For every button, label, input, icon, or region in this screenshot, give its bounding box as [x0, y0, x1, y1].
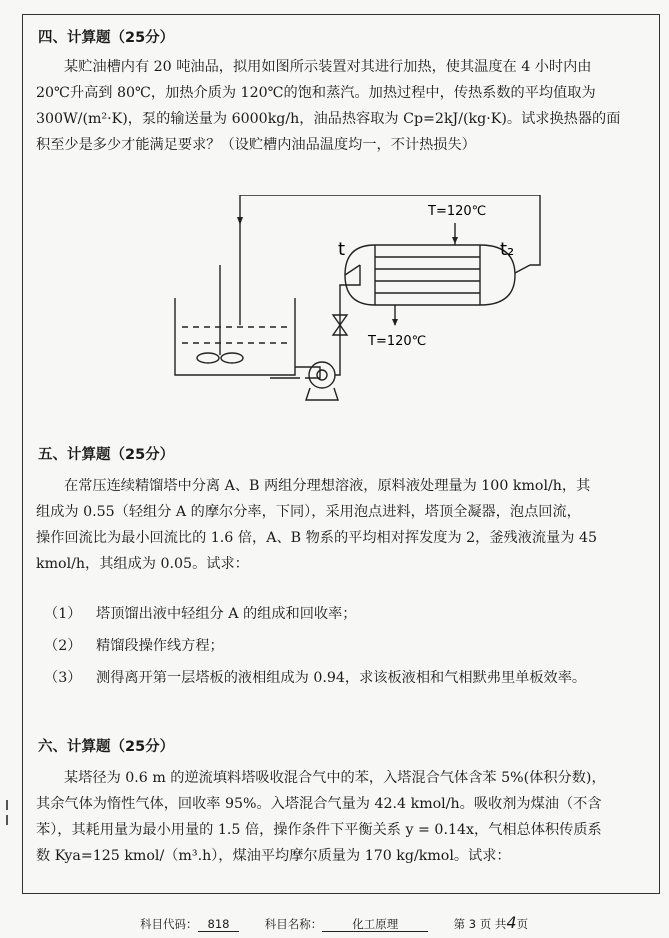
scan-mark [6, 800, 8, 810]
q4-title: 四、计算题（25分） [38, 30, 175, 46]
pump-casing [309, 362, 335, 388]
q4-body [36, 54, 660, 158]
inlet-connector [345, 265, 360, 275]
agitator-blade-left [197, 353, 219, 363]
page-suffix: 页 [516, 917, 529, 931]
q5-line1: 在常压连续精馏塔中分离 A、B 两组分理想溶液，原料液处理量为 100 kmol/h，其 [64, 478, 591, 494]
q6-line2: 其余气体为惰性气体，回收率 95%。入塔混合气量为 42.4 kmol/h。吸收剂为煤油（不含 [36, 796, 602, 812]
q5-item-1: （1） 塔顶馏出液中轻组分 A 的组成和回收率； [44, 606, 357, 622]
page-total: 4 [506, 913, 517, 932]
discharge-pipe [335, 265, 360, 375]
q5-line4: kmol/h，其组成为 0.05。试求： [36, 556, 249, 572]
q6-line4: 数 Kya=125 kmol/（m³.h），煤油平均摩尔质量为 170 kg/kmol。试求： [36, 848, 511, 864]
q6-line3: 苯），其耗用量为最小用量的 1.5 倍，操作条件下平衡关系 y = 0.14x，气相总体积传质系 [36, 822, 602, 838]
q4-line1: 某贮油槽内有 20 吨油品，拟用如图所示装置对其进行加热，使其温度在 4 小时内由 [64, 59, 592, 75]
suction-pipe [295, 367, 320, 378]
q5-item-2: （2） 精馏段操作线方程； [44, 638, 224, 654]
q4-line3: 300W/(m²·K)，泵的输送量为 6000kg/h，油品热容取为 Cp=2kJ/(kg·K)。试求换热器的面 [36, 111, 621, 127]
footer [140, 913, 528, 932]
q4-line2: 20℃升高到 80℃，加热介质为 120℃的饱和蒸汽。加热过程中，传热系数的平均值取为 [36, 85, 596, 101]
return-flow-arrow-icon [237, 217, 243, 225]
scan-mark [6, 815, 8, 825]
outlet-temp-label: t₂ [500, 239, 515, 260]
q5-line3: 操作回流比为最小回流比的 1.6 倍，A、B 物系的平均相对挥发度为 2，釜残液流量为 45 [36, 530, 598, 546]
pump-base [306, 388, 338, 400]
steam-out-arrow-icon [392, 319, 398, 326]
subject-name-value: 化工原理 [322, 917, 428, 932]
pump-impeller [317, 370, 327, 380]
subject-code-label: 科目代码： [140, 917, 198, 931]
q5-item-3: （3） 测得离开第一层塔板的液相组成为 0.94，求该板液相和气相默弗里单板效率。 [44, 670, 587, 686]
steam-in-label: T=120℃ [428, 204, 487, 219]
q6-line1: 某塔径为 0.6 m 的逆流填料塔吸收混合气中的苯，入塔混合气体含苯 5%(体积分数)， [64, 770, 606, 786]
heat-exchanger-shell [345, 245, 515, 305]
outlet-connector [515, 265, 530, 273]
q6-title: 六、计算题（25分） [38, 739, 175, 755]
q5-title: 五、计算题（25分） [38, 447, 175, 463]
q6-body [36, 765, 660, 869]
q5-body [36, 473, 660, 577]
page-number: 第 3 页 共 [453, 917, 507, 931]
subject-code-value: 818 [198, 917, 240, 932]
inlet-temp-label: t [338, 239, 346, 260]
steam-out-label: T=120℃ [368, 334, 427, 349]
subject-name-label: 科目名称： [264, 917, 323, 931]
q5-line2: 组成为 0.55（轻组分 A 的摩尔分率，下同），采用泡点进料，塔顶全凝器，泡点回流， [36, 504, 581, 520]
heating-apparatus-diagram [150, 195, 560, 420]
steam-in-arrow-icon [452, 237, 458, 244]
agitator-blade-right [221, 353, 243, 363]
q4-line4: 积至少是多少才能满足要求？（设贮槽内油品温度均一，不计热损失） [36, 137, 476, 153]
